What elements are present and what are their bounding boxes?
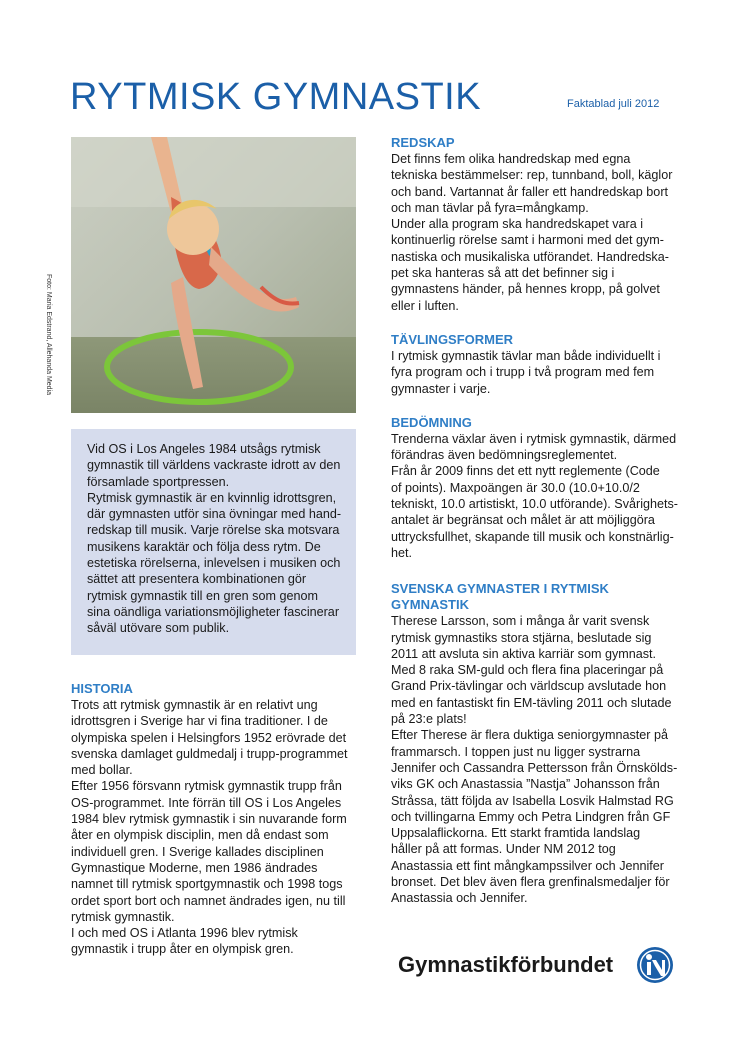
redskap-heading: REDSKAP	[391, 135, 455, 150]
svenska-text: Therese Larsson, som i många år varit svensk rytmisk gymnastiks stora stjärna, beslutade sig 2011 att avsluta sin aktiva karriär som gymnast. Med 8 raka SM-guld och flera fina placeringar på Grand Prix-tävlingar och världscup avslutade hon med en fantastiskt fin EM-tävling 2011 och slutade på 23:e plats! Efter Therese är flera duktiga seniorgymnaster på frammarsch. I toppen just nu ligger systrarna Jennifer och Cassandra Pettersson från Örnskölds- viks GK och Anastassia ”Nastja” Johansson från Stråssa, tätt följda av Isabella Losvik Halmstad RG och tvillingarna Emmy och Petra Lindgren från GF Uppsalaflickorna. Ett starkt framtida landslag håller på att formas. Under NM 2012 tog Anastassia ett fint mångkampssilver och Jennifer bronset. Det blev även flera grenfinalsmedaljer för Anastassia och Jennifer.	[391, 614, 678, 906]
section-tavlingsformer	[391, 332, 691, 397]
redskap-text: Det finns fem olika handredskap med egna tekniska bestämmelser: rep, tunnband, boll, käglor och band. Vartannat år faller ett handredskap bort och man tävlar på fyra=mångkamp. Under alla program ska handredskapet vara i kontinuerlig rörelse samt i harmoni med det gym- nastiska och musikaliska utförandet. Handredska- pet ska hanteras så att det befinner sig i gymnastens händer, på hennes kropp, på golvet eller i luften.	[391, 152, 673, 313]
section-svenska	[391, 581, 691, 906]
bedomning-heading: BEDÖMNING	[391, 414, 472, 430]
tavlingsformer-text: I rytmisk gymnastik tävlar man både individuellt i fyra program och i trupp i två program med fem gymnaster i varje.	[391, 348, 661, 396]
federation-emblem-icon	[636, 946, 674, 984]
intro-text: Vid OS i Los Angeles 1984 utsågs rytmisk gymnastik till världens vackraste idrott av den församlade sportpressen. Rytmisk gymnastik är en kvinnlig idrottsgren, där gymnasten utför sina övningar med hand- redskap till musik. Varje rörelse ska motsvara musikens karaktär och följa dess rytm. De estetiska rörelserna, inlevelsen i musiken och sättet att presentera kombinationen gör rytmisk gymnastik till en gren som genom sina oändliga variationsmöjligheter fascinerar såväl utövare som publik.	[87, 442, 342, 636]
right-column	[391, 135, 691, 921]
left-column	[71, 681, 356, 972]
gymnast-illustration	[71, 137, 356, 413]
gymnastikforbundet-logo	[398, 946, 678, 986]
photo-credit: Foto: Maria Edstrand, Allehanda Media	[45, 274, 52, 396]
gymnast-photo	[71, 137, 356, 413]
intro-box	[71, 429, 356, 655]
tavlingsformer-heading: TÄVLINGSFORMER	[391, 331, 514, 347]
section-redskap	[391, 135, 691, 314]
section-bedomning	[391, 415, 691, 561]
section-historia	[71, 681, 356, 958]
factsheet-date: Faktablad juli 2012	[567, 98, 660, 110]
historia-text: Trots att rytmisk gymnastik är en relativt ung idrottsgren i Sverige har vi fina traditioner. I de olympiska spelen i Helsingfors 1952 erövrade det svenska damlaget guldmedalj i trupp-programmet med bollar. Efter 1956 försvann rytmisk gymnastik trupp från OS-programmet. Inte förrän till OS i Los Angeles 1984 blev rytmisk gymnastik i sin nuvarande form åter en olympisk disciplin, men då endast som individuell gren. I Sverige kallades disciplinen Gymnastique Moderne, men 1986 ändrades namnet till rytmisk sportgymnastik och 1998 togs ordet sport bort och namnet ändrades igen, nu till rytmisk gymnastik. I och med OS i Atlanta 1996 blev rytmisk gymnastik i trupp åter en olympisk gren.	[71, 698, 348, 957]
page-title: RYTMISK GYMNASTIK	[70, 76, 482, 118]
svenska-heading: SVENSKA GYMNASTER I RYTMISK GYMNASTIK	[391, 581, 609, 613]
logo-wordmark: Gymnastikförbundet	[398, 952, 614, 977]
bedomning-text: Trenderna växlar även i rytmisk gymnastik, därmed förändras även bedömningsreglementet. Från år 2009 finns det ett nytt reglemente (Code of points). Maxpoängen är 30.0 (10.0+10.0/2 tekniskt, 10.0 artistiskt, 10.0 utförande). Svårighets- antalet är begränsat och målet är att möjliggöra uttrycksfullhet, skapande till musik och konstnärlig- het.	[391, 431, 678, 560]
historia-heading: HISTORIA	[71, 681, 133, 696]
